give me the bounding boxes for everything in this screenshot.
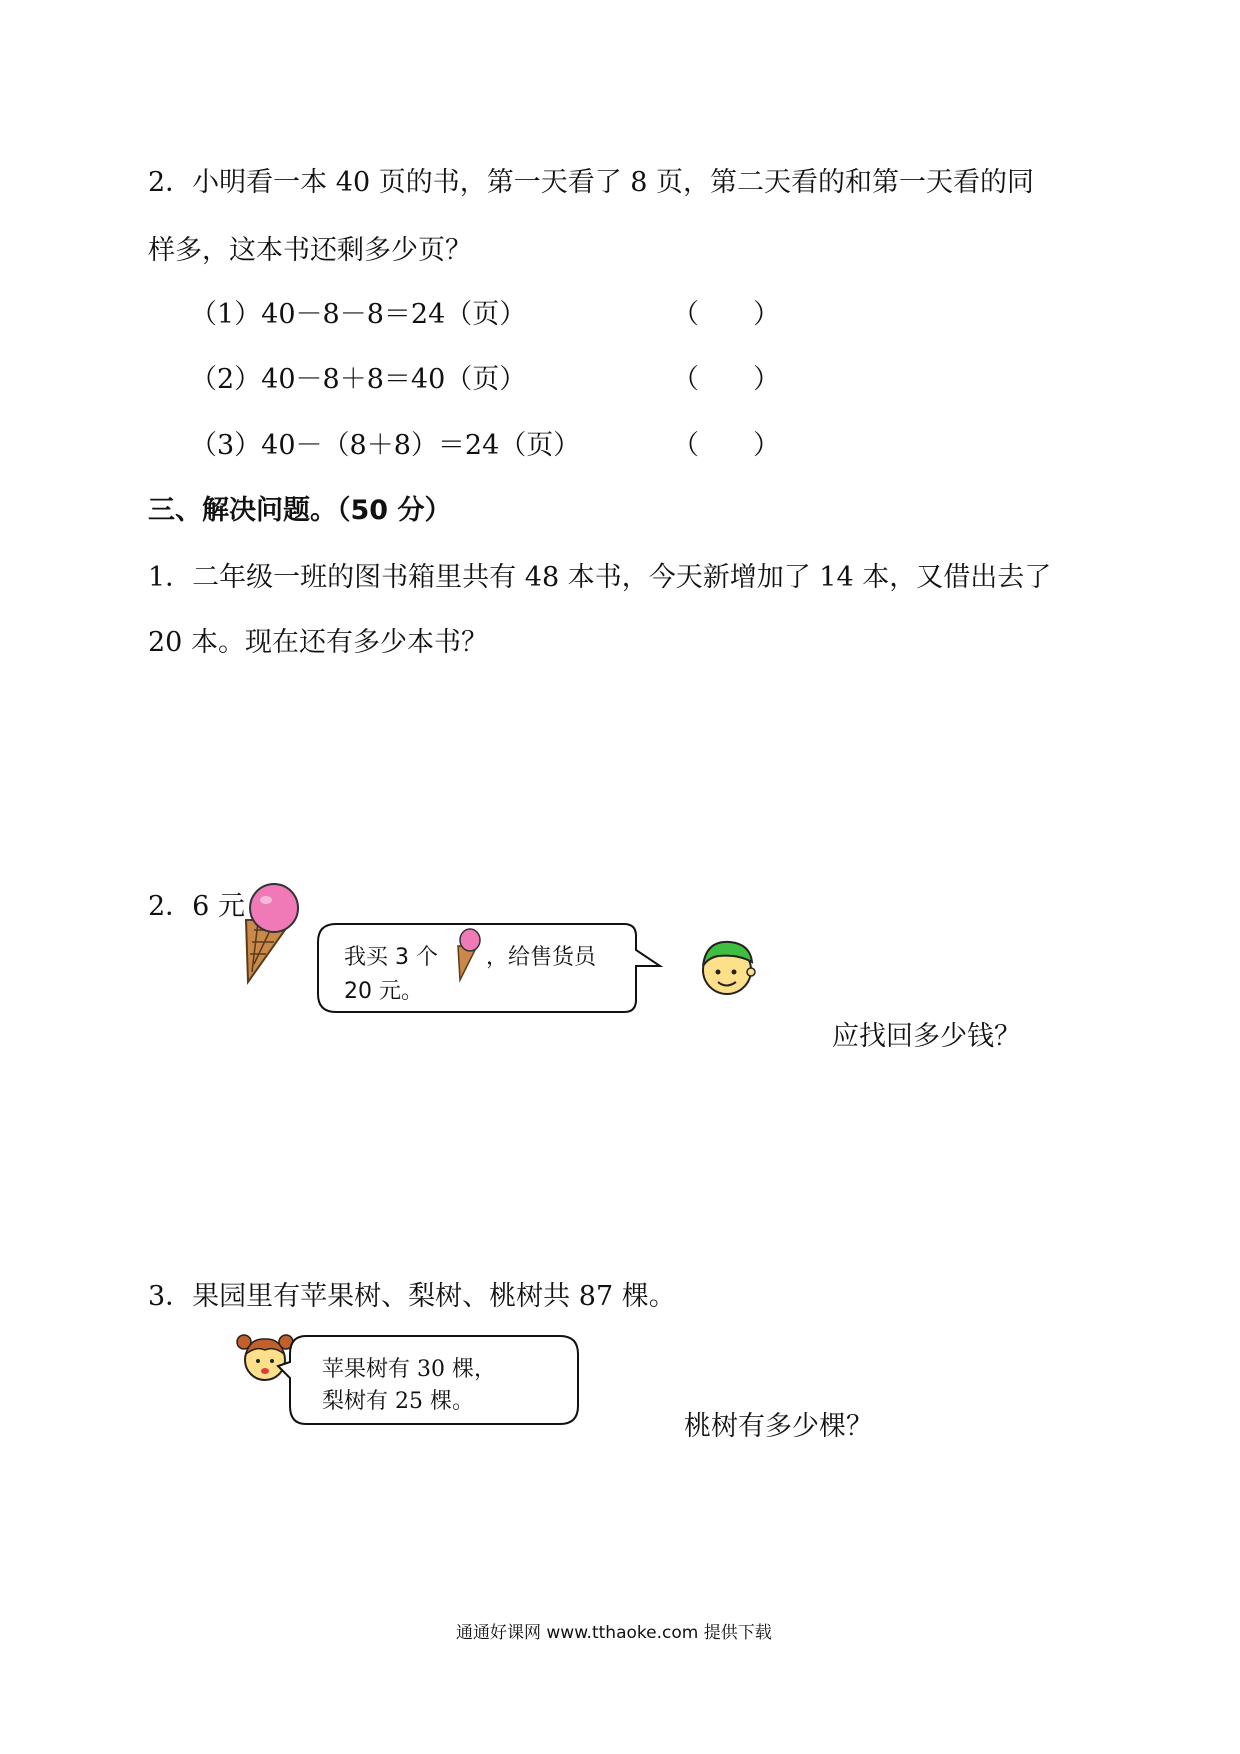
q2-option-2: （2）40－8＋8＝40（页） bbox=[190, 364, 527, 395]
q2-option-3-answer[interactable]: （ ） bbox=[672, 430, 780, 461]
p3-bubble-line1: 苹果树有 30 棵， bbox=[322, 1357, 496, 1382]
q2-option-3: （3）40－（8＋8）＝24（页） bbox=[190, 430, 581, 461]
p2-label: 2．6 元 bbox=[148, 891, 245, 922]
p2-question: 应找回多少钱？ bbox=[832, 1021, 1021, 1052]
p2-bubble-part1: 我买 3 个 bbox=[344, 945, 438, 970]
p1-line2: 20 本。现在还有多少本书？ bbox=[148, 627, 488, 658]
q2-line1: 2．小明看一本 40 页的书，第一天看了 8 页，第二天看的和第一天看的同 bbox=[148, 167, 1035, 198]
ice-cream-icon bbox=[240, 882, 300, 984]
q2-option-1-answer[interactable]: （ ） bbox=[672, 299, 780, 330]
p2-bubble-part2: ，给售货员 bbox=[486, 945, 597, 970]
footer-text: 通通好课网 www.tthaoke.com 提供下载 bbox=[456, 1623, 772, 1643]
p3-line: 3．果园里有苹果树、梨树、桃树共 87 棵。 bbox=[148, 1281, 676, 1312]
q2-option-1: （1）40－8－8＝24（页） bbox=[190, 299, 527, 330]
p2-bubble-line2: 20 元。 bbox=[344, 979, 423, 1004]
p3-question: 桃树有多少棵？ bbox=[684, 1411, 873, 1442]
small-ice-cream-icon bbox=[455, 928, 481, 982]
p3-bubble-line2: 梨树有 25 棵。 bbox=[322, 1389, 474, 1414]
q2-option-2-answer[interactable]: （ ） bbox=[672, 364, 780, 395]
p1-line1: 1．二年级一班的图书箱里共有 48 本书，今天新增加了 14 本，又借出去了 bbox=[148, 562, 1052, 593]
section3-heading: 三、解决问题。（50 分） bbox=[148, 495, 452, 526]
q2-line2: 样多，这本书还剩多少页？ bbox=[148, 235, 472, 266]
boy-avatar-icon bbox=[698, 936, 756, 996]
